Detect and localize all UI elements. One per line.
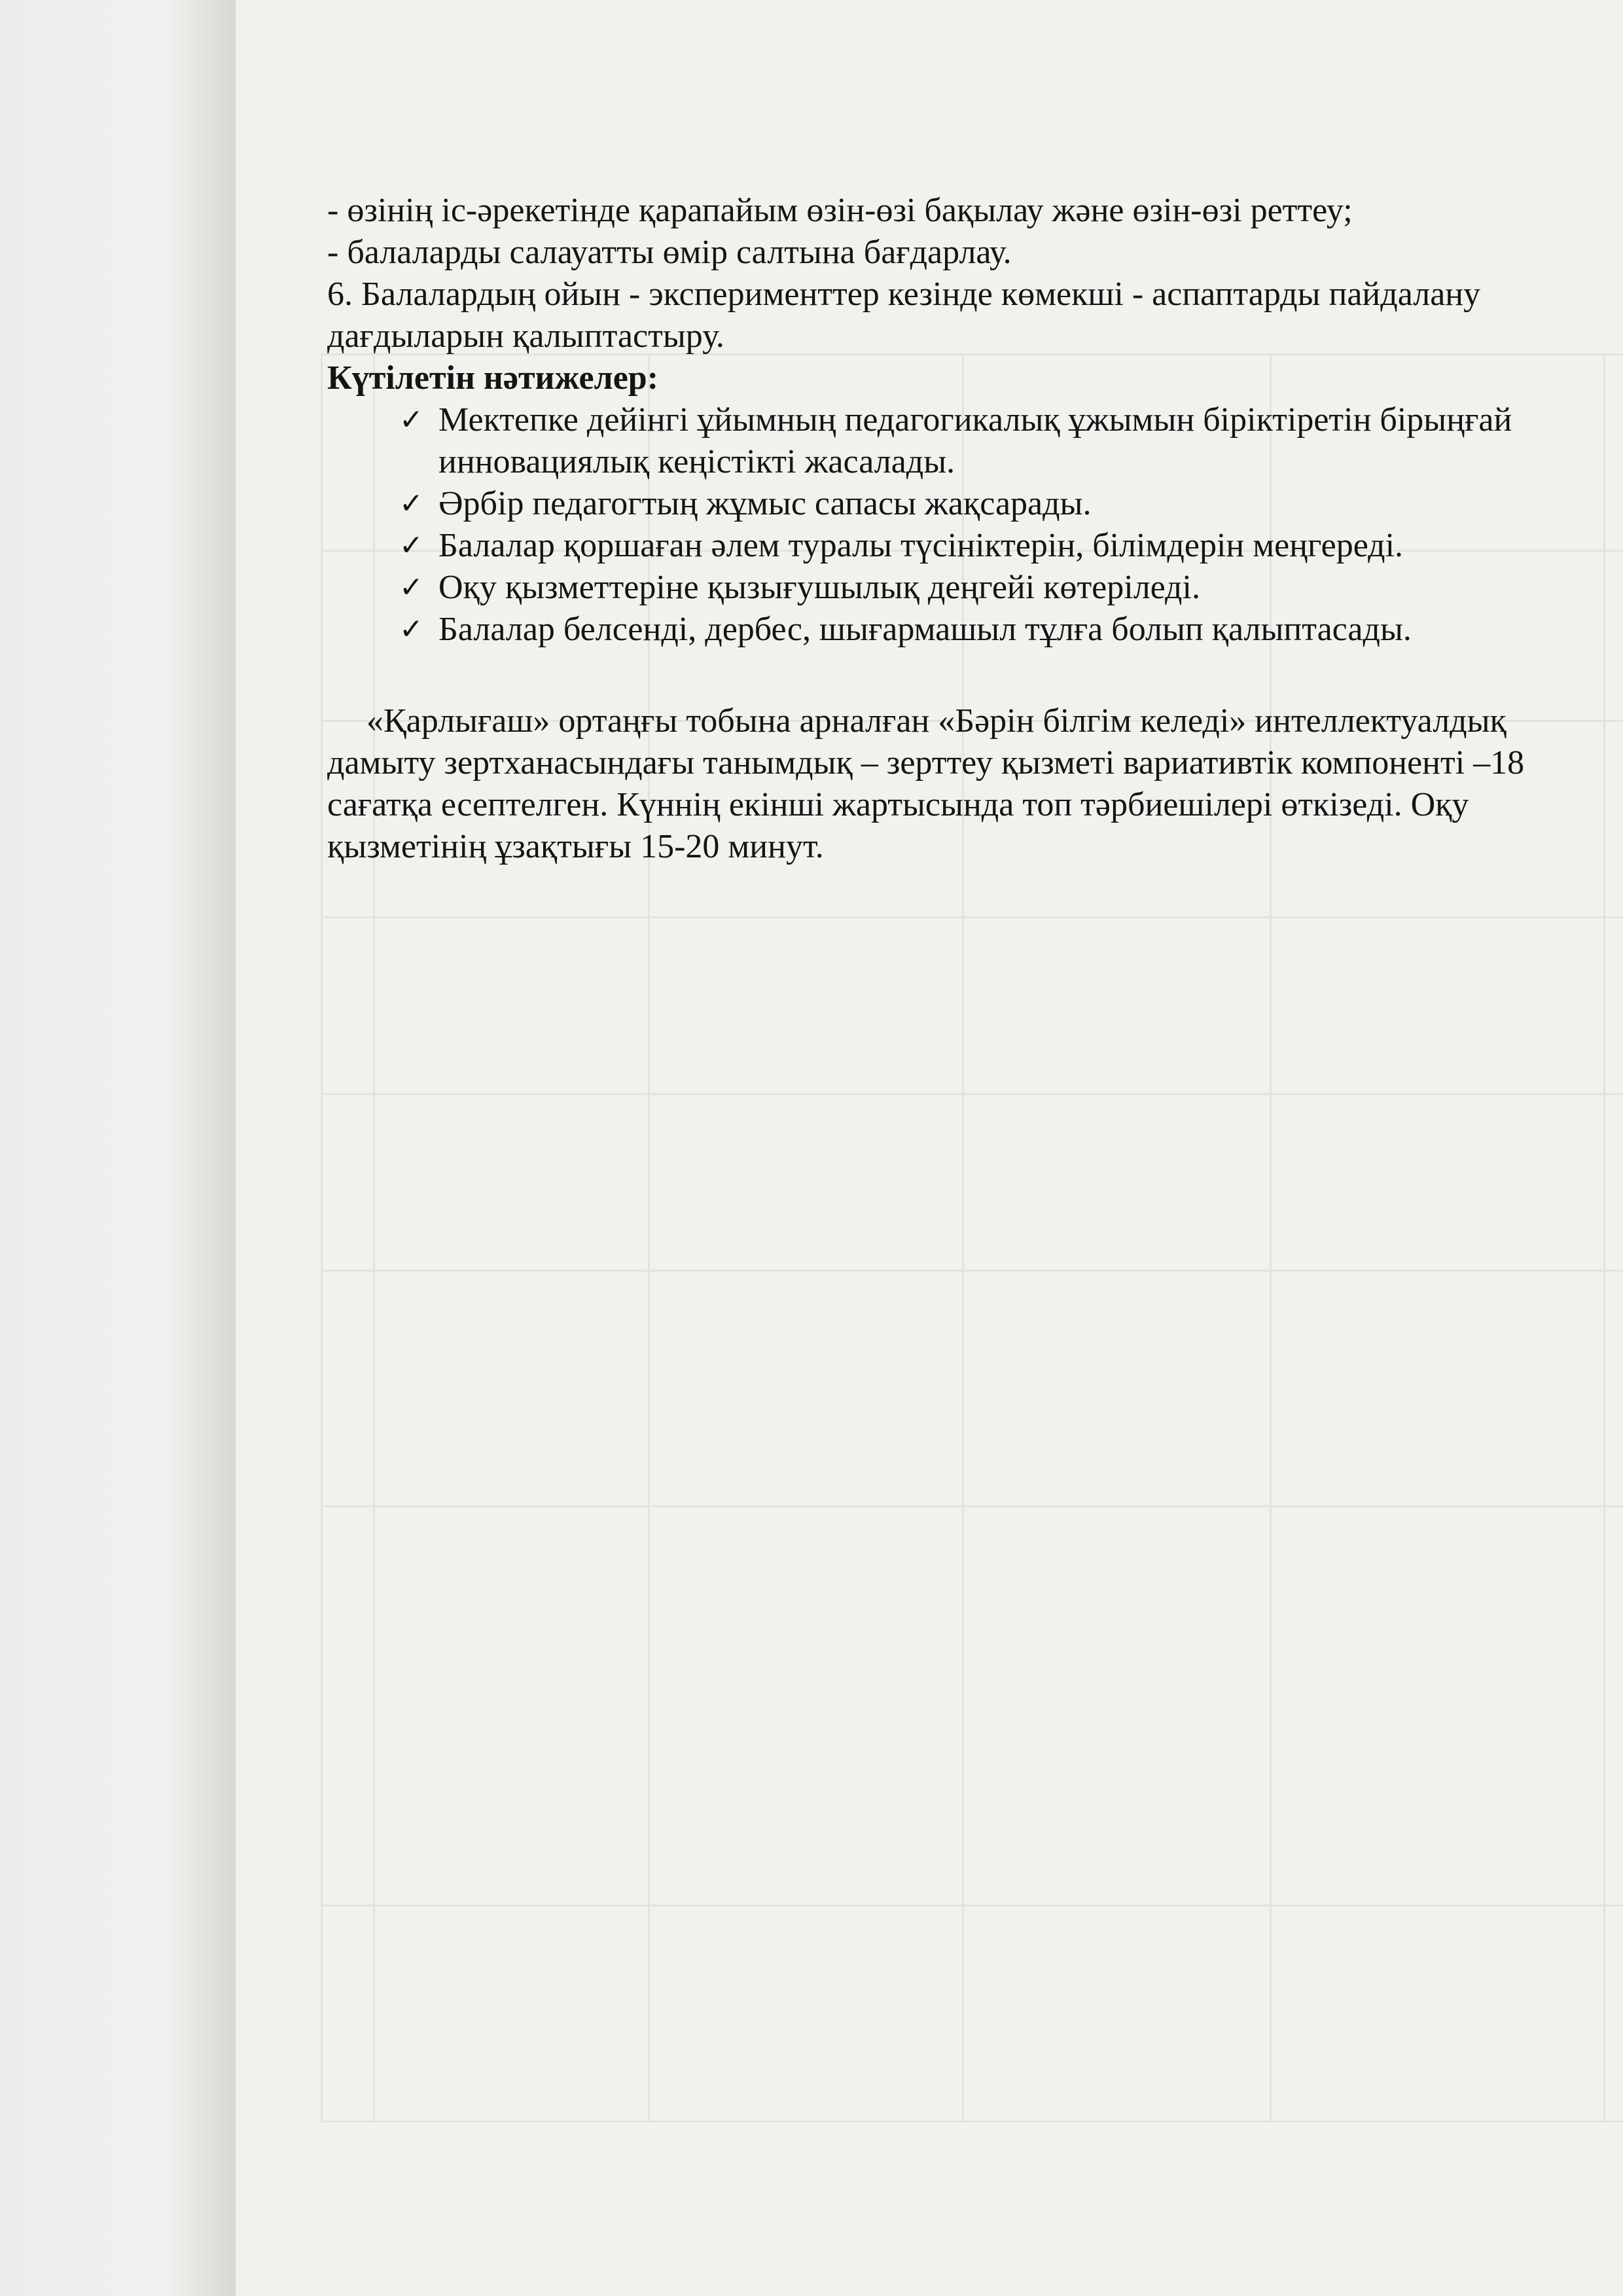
- list-item-text: Мектепке дейінгі ұйымның педагогикалық ұжымын біріктіретін бірыңғай инновациялық кеңістікті жасалады.: [438, 401, 1512, 480]
- checkmark-icon: ✓: [399, 571, 423, 604]
- text-line: - өзінің іс-әрекетінде қарапайым өзін-өзі бақылау және өзін-өзі реттеу;: [327, 192, 1353, 229]
- list-item: [399, 567, 1544, 609]
- checkmark-icon: ✓: [399, 487, 423, 520]
- list-item-text: Әрбір педагогтың жұмыс сапасы жақсарады.: [438, 485, 1092, 522]
- list-item-text: Балалар қоршаған әлем туралы түсініктерін, білімдерін меңгереді.: [438, 527, 1404, 564]
- checkmark-icon: ✓: [399, 529, 423, 562]
- checkmark-icon: ✓: [399, 613, 423, 646]
- page-text: [327, 190, 1544, 868]
- list-item-text: Оқу қызметтеріне қызығушылық деңгейі көтеріледі.: [438, 569, 1200, 606]
- list-item: [399, 399, 1544, 483]
- facing-page-edge: [0, 0, 237, 2296]
- list-item: [399, 525, 1544, 567]
- text-line: 6. Балалардың ойын - эксперименттер кезінде көмекші - аспаптарды пайдалану дағдыларын қалыптастыру.: [327, 276, 1481, 355]
- results-list: [327, 399, 1544, 651]
- list-item: [399, 609, 1544, 651]
- document-page: [236, 0, 1623, 2296]
- body-paragraph: «Қарлығаш» ортаңғы тобына арналған «Бәрін білгім келеді» интеллектуалдық дамыту зертханасындағы танымдық – зерттеу қызметі вариативтік компоненті –18 сағатқа есептелген. Күннің екінші жартысында топ тәрбиешілері өткізеді. Оқу қызметінің ұзақтығы 15-20 минут.: [327, 702, 1525, 865]
- text-line: - балаларды салауатты өмір салтына бағдарлау.: [327, 234, 1012, 271]
- list-item: [399, 483, 1544, 525]
- checkmark-icon: ✓: [399, 403, 423, 437]
- list-item-text: Балалар белсенді, дербес, шығармашыл тұлға болып қалыптасады.: [438, 611, 1412, 648]
- results-heading: Күтілетін нәтижелер:: [327, 359, 659, 397]
